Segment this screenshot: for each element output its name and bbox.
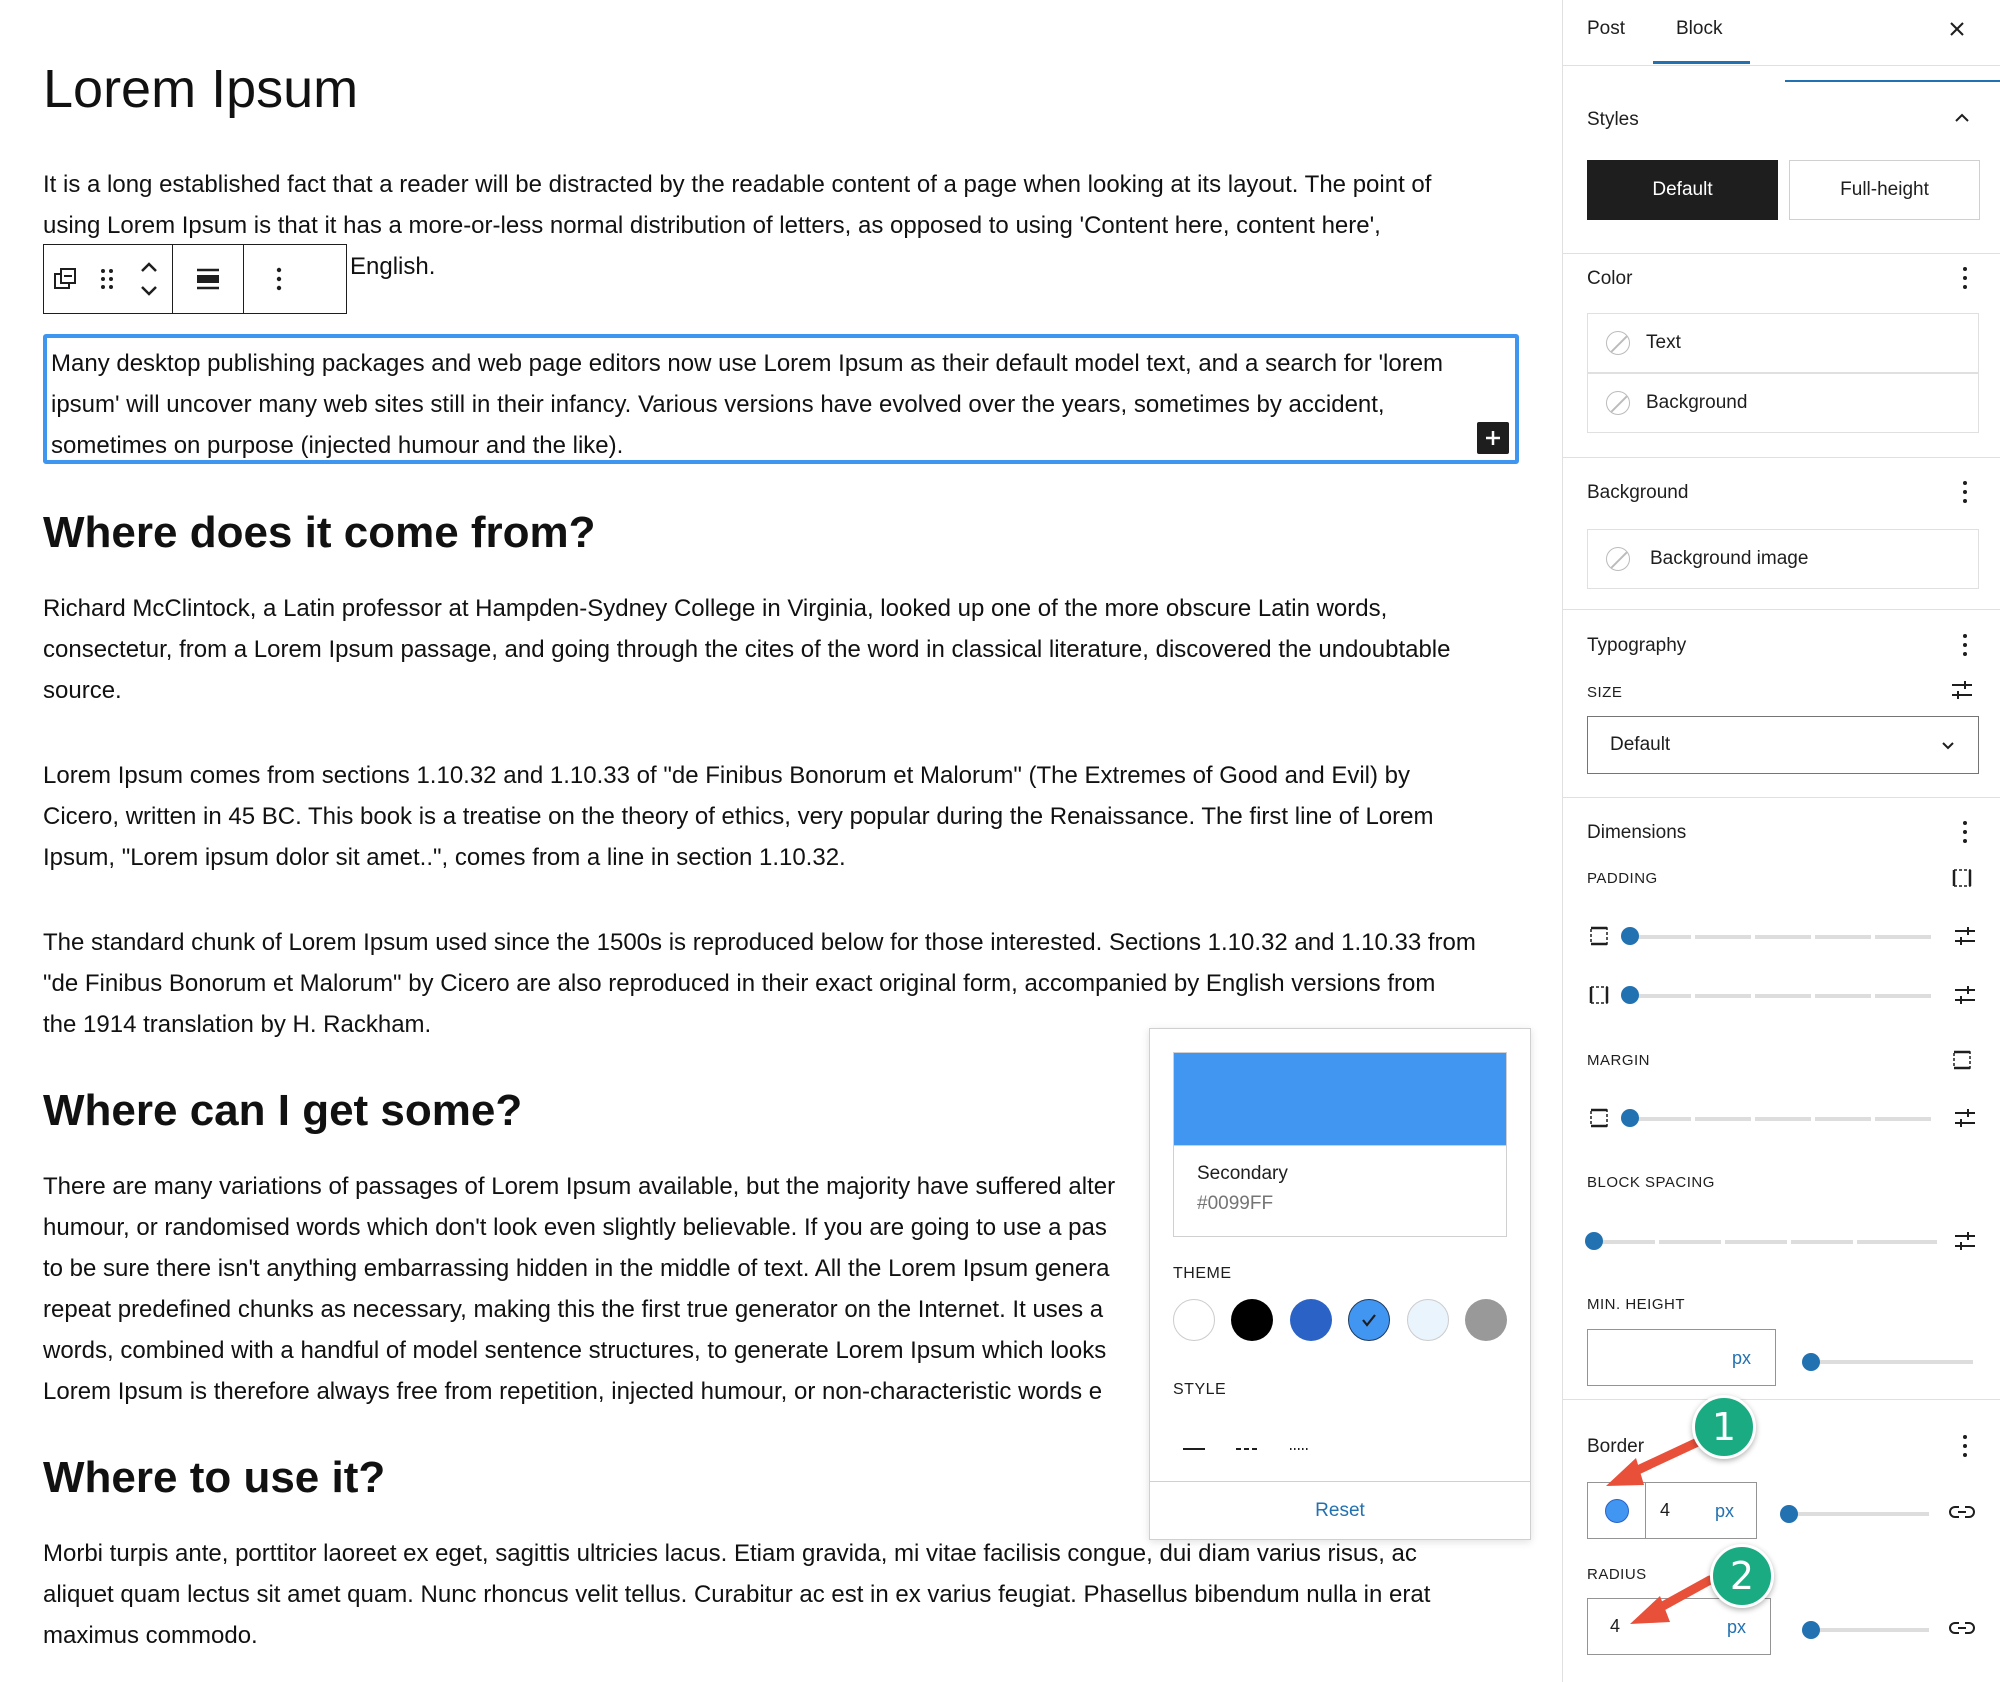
- heading-block[interactable]: Where does it come from?: [43, 508, 596, 557]
- background-image-label: Background image: [1650, 548, 1809, 569]
- background-title: Background: [1587, 482, 1689, 503]
- paragraph-line: It is a long established fact that a reader will be distracted by the readable content of a page when looking at its layout. The point of: [43, 171, 1432, 198]
- color-name: Secondary: [1197, 1163, 1288, 1184]
- paragraph-line: humour, or randomised words which don't look even slightly believable. If you are going to use a pas: [43, 1214, 1107, 1241]
- styles-title[interactable]: Styles: [1587, 109, 1639, 130]
- style-full-height-button[interactable]: Full-height: [1789, 160, 1980, 220]
- min-height-label: MIN. HEIGHT: [1587, 1296, 1685, 1313]
- theme-label: THEME: [1173, 1265, 1232, 1282]
- paragraph-line: Lorem Ipsum is therefore always free from repetition, injected humour, or non-characteristic words e: [43, 1378, 1103, 1405]
- paragraph-line: repeat predefined chunks as necessary, making this the first true generator on the Internet. It uses a: [43, 1296, 1104, 1323]
- callout-badge-2: 2: [1710, 1544, 1774, 1608]
- paragraph-line: "de Finibus Bonorum et Malorum" by Cicero are also reproduced in their exact original form, accompanied by English versions from: [43, 970, 1436, 997]
- paragraph-line: Morbi turpis ante, porttitor laoreet ex eget, sagittis ultricies lacus. Etiam gravida, mi vitae facilisis congue, dui diam varius risus, ac: [43, 1540, 1417, 1567]
- color-title: Color: [1587, 268, 1633, 289]
- paragraph-line: to be sure there isn't anything embarrassing hidden in the middle of text. All the Lorem Ipsum genera: [43, 1255, 1110, 1282]
- paragraph-line: Lorem Ipsum comes from sections 1.10.32 and 1.10.33 of "de Finibus Bonorum et Malorum" (The Extremes of Good and Evil) by: [43, 762, 1411, 789]
- background-color-label: Background: [1646, 392, 1748, 413]
- paragraph-line: words, combined with a handful of model sentence structures, to generate Lorem Ipsum which looks: [43, 1337, 1107, 1364]
- tab-post[interactable]: Post: [1587, 18, 1626, 39]
- size-label: SIZE: [1587, 684, 1623, 701]
- margin-label: MARGIN: [1587, 1052, 1650, 1069]
- reset-button[interactable]: Reset: [1315, 1499, 1365, 1521]
- post-title[interactable]: Lorem Ipsum: [43, 59, 359, 119]
- paragraph-line: Ipsum, "Lorem ipsum dolor sit amet..", comes from a line in section 1.10.32.: [43, 844, 846, 871]
- paragraph-line: There are many variations of passages of Lorem Ipsum available, but the majority have suffered alter: [43, 1173, 1116, 1200]
- arrow-2-icon: [1630, 1580, 1710, 1624]
- paragraph-line: consectetur, from a Lorem Ipsum passage, and going through the cites of the word in classical literature, discovered the undoubtable: [43, 636, 1451, 663]
- paragraph-line: maximus commodo.: [43, 1622, 258, 1649]
- style-default-button[interactable]: Default: [1587, 160, 1778, 220]
- arrow-1-icon: [1606, 1440, 1702, 1486]
- paragraph-line: aliquet quam lectus sit amet quam. Nunc rhoncus velit tellus. Curabitur ac est in ex varius feugiat. Phasellus bibendum nulla in erat: [43, 1581, 1431, 1608]
- border-width-value[interactable]: 4: [1660, 1500, 1671, 1520]
- paragraph-line: Cicero, written in 45 BC. This book is a treatise on the theory of ethics, very popular during the Renaissance. The first line of Lorem: [43, 803, 1434, 830]
- padding-label: PADDING: [1587, 870, 1658, 887]
- paragraph-line: English.: [350, 253, 436, 280]
- heading-block[interactable]: Where can I get some?: [43, 1086, 523, 1135]
- heading-block[interactable]: Where to use it?: [43, 1453, 386, 1502]
- callout-badge-1: 1: [1692, 1395, 1756, 1459]
- paragraph-line: sometimes on purpose (injected humour and the like).: [51, 432, 624, 459]
- dimensions-title: Dimensions: [1587, 822, 1687, 843]
- text-color-label: Text: [1646, 332, 1681, 353]
- min-height-unit[interactable]: px: [1731, 1348, 1751, 1368]
- block-spacing-label: BLOCK SPACING: [1587, 1174, 1715, 1191]
- radius-label: RADIUS: [1587, 1566, 1647, 1583]
- border-radius-value[interactable]: 4: [1610, 1616, 1621, 1636]
- paragraph-line: ipsum' will uncover many web sites still in their infancy. Various versions have evolved over the years, sometimes by accident,: [51, 391, 1385, 418]
- border-width-unit[interactable]: px: [1714, 1501, 1734, 1521]
- paragraph-line: source.: [43, 677, 122, 704]
- tab-block[interactable]: Block: [1676, 18, 1723, 39]
- paragraph-line: Many desktop publishing packages and web page editors now use Lorem Ipsum as their default model text, and a search for 'lorem: [51, 350, 1444, 377]
- typography-title: Typography: [1587, 635, 1687, 656]
- paragraph-line: the 1914 translation by H. Rackham.: [43, 1011, 432, 1038]
- paragraph-line: Richard McClintock, a Latin professor at Hampden-Sydney College in Virginia, looked up one of the more obscure Latin words,: [43, 595, 1388, 622]
- paragraph-line: using Lorem Ipsum is that it has a more-or-less normal distribution of letters, as opposed to using 'Content here, content here',: [43, 212, 1381, 239]
- border-title: Border: [1587, 1436, 1645, 1457]
- color-hex: #0099FF: [1197, 1193, 1274, 1214]
- style-label: STYLE: [1173, 1381, 1227, 1398]
- font-size-value: Default: [1610, 734, 1671, 755]
- paragraph-line: The standard chunk of Lorem Ipsum used since the 1500s is reproduced below for those interested. Sections 1.10.32 and 1.10.33 from: [43, 929, 1476, 956]
- border-radius-unit[interactable]: px: [1726, 1617, 1746, 1637]
